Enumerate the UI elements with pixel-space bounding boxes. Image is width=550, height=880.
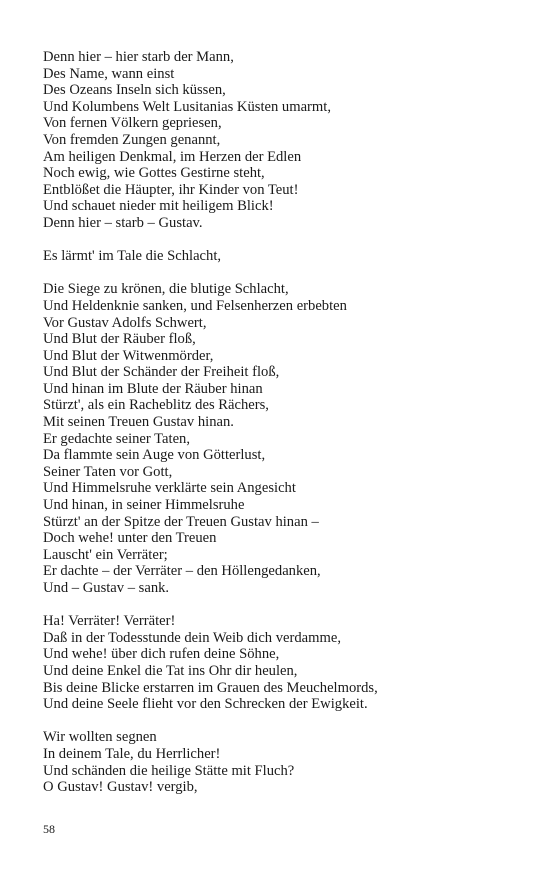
poem-line: Vor Gustav Adolfs Schwert, [43,314,207,331]
poem-line: Seiner Taten vor Gott, [43,463,173,480]
poem-line: Entblößet die Häupter, ihr Kinder von Teut! [43,181,299,198]
poem-line: Er dachte – der Verräter – den Höllengedanken, [43,563,321,580]
poem-line: Und schänden die heilige Stätte mit Fluch? [43,762,295,779]
poem-line: Und schauet nieder mit heiligem Blick! [43,198,274,215]
poem-line: Daß in der Todesstunde dein Weib dich verdamme, [43,629,341,646]
poem-line: Doch wehe! unter den Treuen [43,530,217,547]
poem-line: Bis deine Blicke erstarren im Grauen des Meuchelmords, [43,679,378,696]
poem-line: Und Blut der Schänder der Freiheit floß, [43,364,280,381]
poem-line: Von fernen Völkern gepriesen, [43,115,222,132]
stanza-5 [43,729,523,795]
poem-line: Stürzt' an der Spitze der Treuen Gustav hinan – [43,513,319,530]
poem-line: Und Blut der Räuber floß, [43,331,196,348]
stanza-3 [43,281,523,596]
poem-line: Und Blut der Witwenmörder, [43,347,214,364]
stanza-4 [43,613,523,713]
page-number: 58 [43,822,55,836]
poem-line: Da flammte sein Auge von Götterlust, [43,447,266,464]
poem-line: Und – Gustav – sank. [43,580,170,596]
poem-line: Denn hier – starb – Gustav. [43,214,203,231]
poem-line: Die Siege zu krönen, die blutige Schlacht, [43,281,289,298]
poem-line: Und Heldenknie sanken, und Felsenherzen erbebten [43,297,347,314]
stanza-1 [43,49,523,232]
poem-line: Von fremden Zungen genannt, [43,131,221,148]
poem-line: Und hinan im Blute der Räuber hinan [43,380,263,397]
poem-line: Wir wollten segnen [43,729,157,746]
poem-line: Noch ewig, wie Gottes Gestirne steht, [43,165,265,182]
stanza-2 [43,248,523,265]
poem-line: Und wehe! über dich rufen deine Söhne, [43,646,280,663]
poem-line: Und Himmelsruhe verklärte sein Angesicht [43,480,296,497]
poem-text [43,49,523,812]
poem-line: Des Name, wann einst [43,65,175,82]
poem-line: In deinem Tale, du Herrlicher! [43,745,221,762]
poem-line: Am heiligen Denkmal, im Herzen der Edlen [43,148,302,165]
poem-line: Denn hier – hier starb der Mann, [43,49,234,65]
poem-line: Und deine Seele flieht vor den Schrecken der Ewigkeit. [43,696,368,713]
poem-line: Es lärmt' im Tale die Schlacht, [43,248,222,265]
poem-line: Und Kolumbens Welt Lusitanias Küsten umarmt, [43,98,331,115]
poem-line: Stürzt', als ein Racheblitz des Rächers, [43,397,269,414]
poem-line: Des Ozeans Inseln sich küssen, [43,82,226,99]
poem-line: Lauscht' ein Verräter; [43,546,168,563]
poem-line: Und deine Enkel die Tat ins Ohr dir heulen, [43,662,298,679]
poem-line: Er gedachte seiner Taten, [43,430,191,447]
poem-line: Mit seinen Treuen Gustav hinan. [43,414,234,431]
poem-line: Ha! Verräter! Verräter! [43,613,176,630]
poem-line: Und hinan, in seiner Himmelsruhe [43,497,245,514]
poem-line: O Gustav! Gustav! vergib, [43,779,198,796]
